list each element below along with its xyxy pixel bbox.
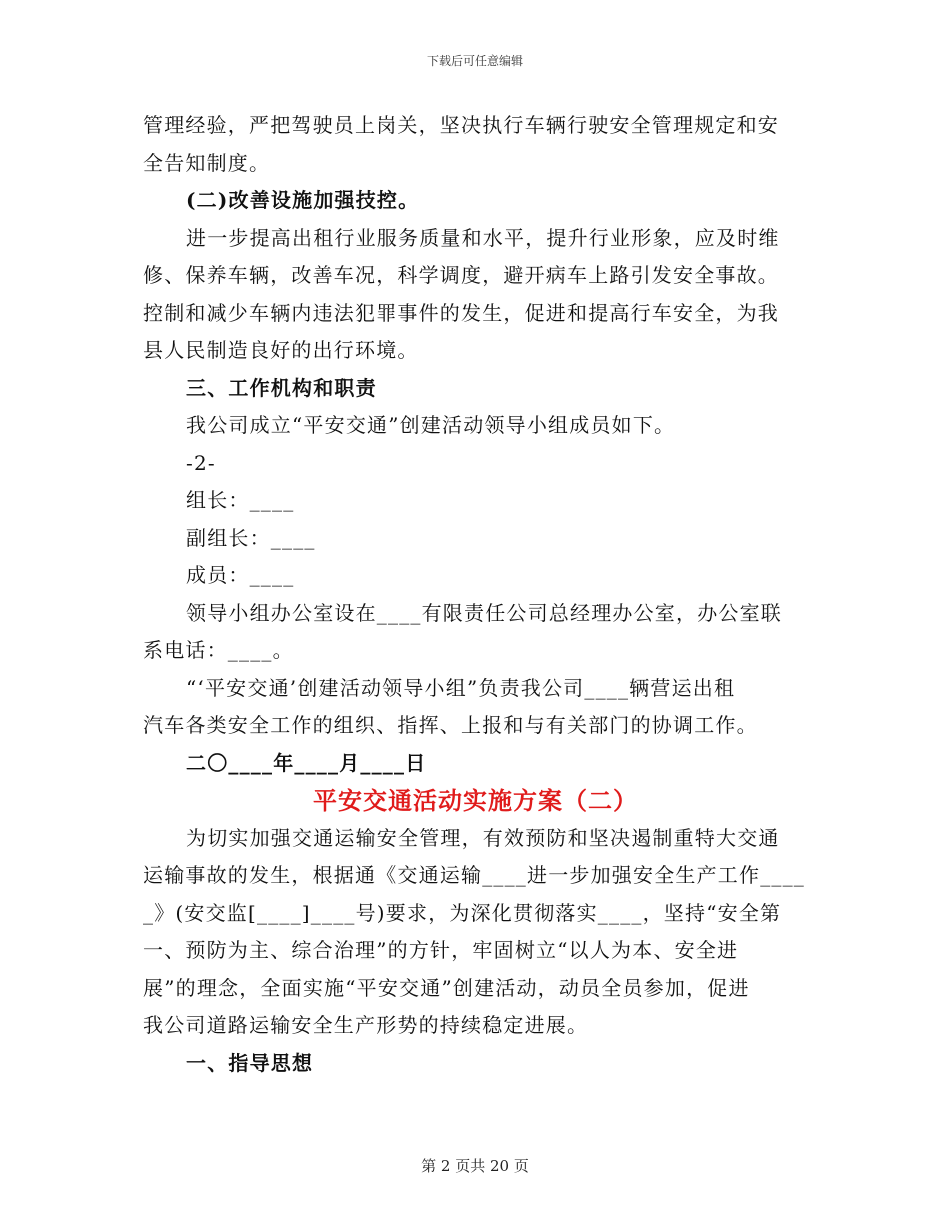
paragraph-line: 县人民制造良好的出行环境。 (143, 338, 419, 362)
page-footer: 第 2 页共 20 页 (421, 1157, 529, 1175)
paragraph-line: 领导小组办公室设在____有限责任公司总经理办公室，办公室联 (186, 600, 782, 625)
paragraph-line: 汽车各类安全工作的组织、指挥、上报和与有关部门的协调工作。 (143, 713, 758, 737)
paragraph-line: 系电话：____。 (143, 638, 294, 662)
paragraph-line: 一、预防为主、综合治理”的方针，牢固树立“以人为本、安全进 (143, 938, 739, 962)
paragraph-line: 为切实加强交通运输安全管理，有效预防和坚决遏制重特大交通 (186, 825, 780, 850)
document-body (143, 107, 808, 1082)
member-field: 成员：____ (186, 563, 295, 587)
section-heading: 三、工作机构和职责 (186, 375, 377, 400)
page-header: 下载后可任意编辑 (426, 54, 523, 68)
paragraph-line: 展”的理念，全面实施“平安交通”创建活动，动员全员参加，促进 (143, 975, 750, 1000)
document-title: 平安交通活动实施方案（二） (313, 786, 638, 815)
section-heading: 一、指导思想 (186, 1050, 314, 1075)
paragraph-line: 进一步提高出租行业服务质量和水平，提升行业形象，应及时维 (186, 225, 780, 250)
paragraph-line: 全告知制度。 (143, 150, 271, 175)
paragraph-line: 修、保养车辆，改善车况，科学调度，避开病车上路引发安全事故。 (143, 263, 779, 287)
date-line: 二〇____年____月____日 (186, 750, 427, 775)
section-heading: (二)改善设施加强技控。 (186, 188, 420, 212)
paragraph-line: _》(安交监[____]____号)要求，为深化贯彻落实____，坚持“安全第 (143, 900, 782, 925)
paragraph-line: 我公司道路运输安全生产形势的持续稳定进展。 (143, 1013, 589, 1037)
page-marker: -2- (186, 450, 216, 475)
paragraph-line: 控制和减少车辆内违法犯罪事件的发生，促进和提高行车安全，为我 (143, 300, 779, 325)
leader-field: 组长：____ (186, 488, 295, 512)
deputy-leader-field: 副组长：____ (186, 525, 316, 550)
paragraph-line: 我公司成立“平安交通”创建活动领导小组成员如下。 (186, 413, 676, 437)
paragraph-line: 管理经验，严把驾驶员上岗关，坚决执行车辆行驶安全管理规定和安 (143, 113, 779, 137)
paragraph-line: 运输事故的发生，根据通《交通运输____进一步加强安全生产工作____ (143, 863, 805, 887)
paragraph-line: “‘平安交通’创建活动领导小组”负责我公司____辆营运出租 (186, 675, 736, 700)
